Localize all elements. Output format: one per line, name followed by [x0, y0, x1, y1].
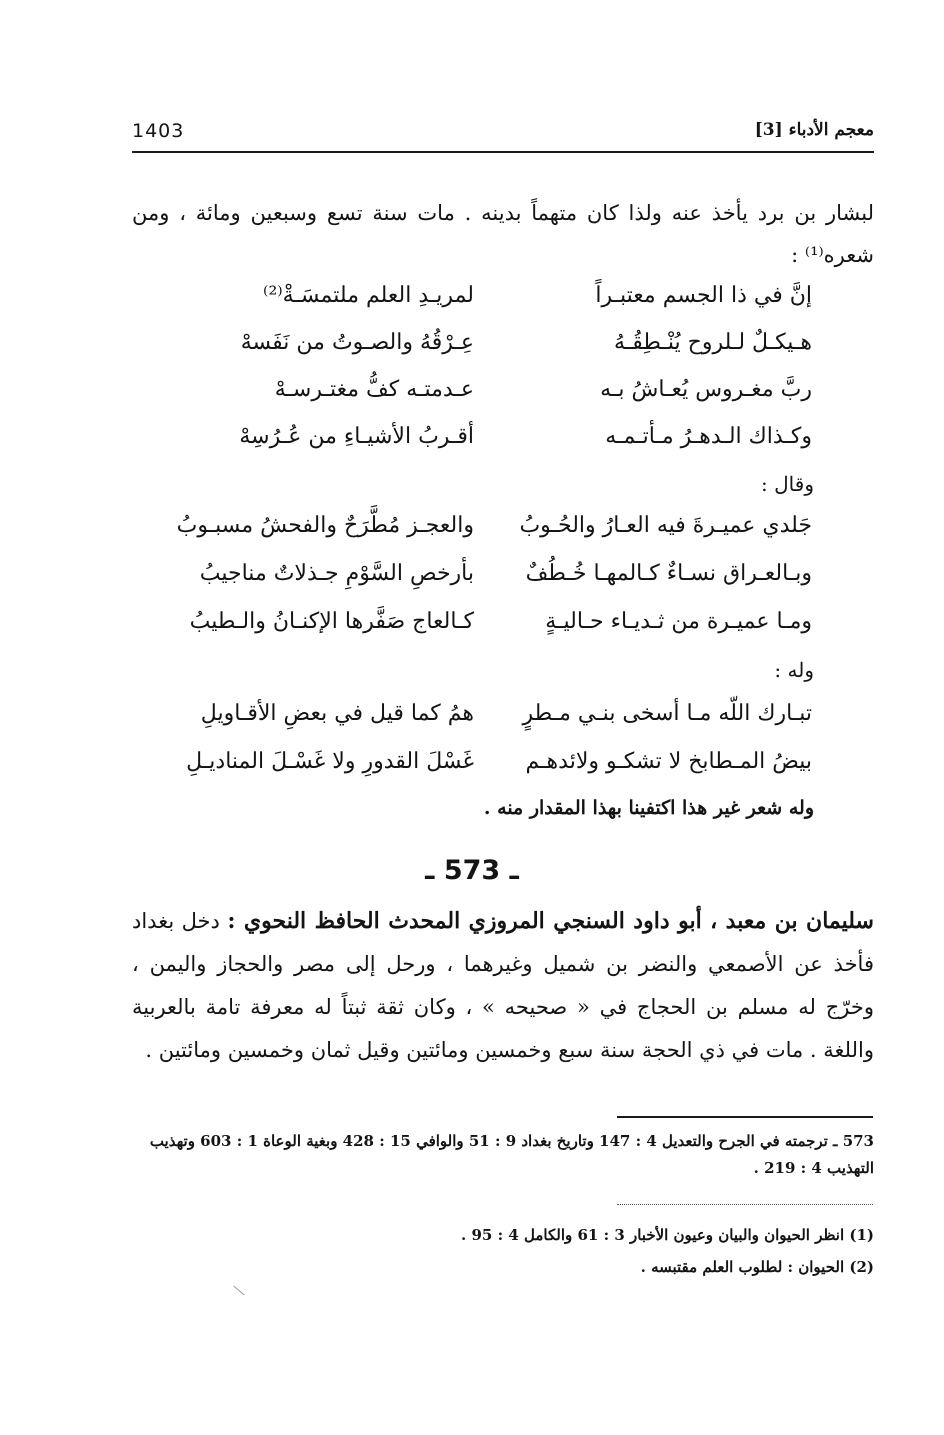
verse-first-hemistich: إنَّ في ذا الجسم معتبـراً	[595, 283, 812, 308]
verse-second-hemistich: عِـرْقُهُ والصـوتُ من نَفَسهْ	[240, 330, 474, 355]
verse-second-hemistich: أقـربُ الأشيـاءِ من عُـرُسِهْ	[239, 424, 474, 449]
verse-line	[132, 513, 874, 565]
footnote-rule	[617, 1116, 873, 1118]
verse-second-hemistich: غَسْلَ القدورِ ولا غَسْـلَ المناديـلِ	[186, 749, 474, 774]
verse-line	[132, 609, 874, 661]
header-rule	[132, 151, 874, 153]
verse-first-hemistich: وبـالعـراق نسـاءٌ كـالمهـا خُـطُفٌ	[525, 561, 812, 586]
verse-second-hemistich: عـدمتـه كفُّ مغتـرسـهْ	[274, 377, 474, 402]
entry-number: ـ 573 ـ	[425, 855, 519, 886]
verse-first-hemistich: وكـذاك الـدهـرُ مـأتـمـه	[605, 424, 812, 449]
intro-paragraph: لبشار بن برد يأخذ عنه ولذا كان متهماً بدينه . مات سنة تسع وسبعين ومائة ، ومن شعره⁽¹⁾ :	[132, 201, 874, 267]
verse-line	[132, 561, 874, 613]
entry-footnote: 573 ـ ترجمته في الجرح والتعديل 4 : 147 وتاريخ بغداد 9 : 51 والوافي 15 : 428 وبغية الوعاة 1 : 603 وتهذيب التهذيب 4 : 219 .	[149, 1132, 874, 1177]
verse-first-hemistich: تبـارك اللّه مـا أسخى بنـي مـطرٍ	[522, 701, 812, 726]
verse-first-hemistich: جَلدي عميـرةَ فيه العـارُ والحُـوبُ	[519, 513, 812, 538]
closing-line: وله شعر غير هذا اكتفينا بهذا المقدار منه .	[483, 797, 814, 819]
footnote-1: (1) انظر الحيوان والبيان وعيون الأخبار 3 : 61 والكامل 4 : 95 .	[461, 1226, 874, 1244]
verse-first-hemistich: هـيكـلٌ لـلروح يُنْـطِقُـهُ	[614, 330, 812, 355]
verse-line	[132, 749, 874, 801]
entry-paragraph	[132, 900, 874, 1072]
running-title: معجم الأدباء [3]	[754, 120, 874, 140]
verse-first-hemistich: ربَّ مغـروس يُعـاشُ بـه	[600, 377, 812, 402]
scan-speck	[233, 1286, 244, 1296]
verse-second-hemistich: كـالعاج صَفَّرها الإكنـانُ والـطيبُ	[189, 609, 474, 634]
verse-first-hemistich: ومـا عميـرة من ثـديـاء حـاليـةٍ	[545, 609, 812, 634]
verse-second-hemistich: بأرخصِ السَّوْمِ جـذلاتٌ مناجيبُ	[199, 561, 474, 586]
poem-intro-said: وقال :	[761, 472, 814, 496]
verse-second-hemistich: همُ كما قيل في بعضِ الأقـاويلِ	[200, 701, 474, 726]
verse-line	[132, 330, 874, 382]
footnote-2: (2) الحيوان : لطلوب العلم مقتبسه .	[640, 1258, 874, 1276]
verse-second-hemistich: لمريـدِ العلم ملتمسَـةْ⁽²⁾	[263, 283, 474, 308]
page-header	[132, 118, 874, 150]
footnote-dotted-rule	[617, 1204, 873, 1205]
entry-body: دخل بغداد فأخذ عن الأصمعي والنضر بن شميل وغيرهما ، ورحل إلى مصر والحجاز واليمن ، وخرّج له مسلم بن الحجاج في « صحيحه » ، وكان ثقة ثبتاً له معرفة تامة بالعربية واللغة . مات في ذي الحجة سنة سبع وخمسين ومائتين وقيل ثمان وخمسين ومائتين .	[132, 909, 874, 1062]
verse-line	[132, 701, 874, 753]
page-number: 1403	[132, 120, 185, 142]
verse-second-hemistich: والعجـز مُطَّرَحٌ والفحشُ مسبـوبُ	[176, 513, 474, 538]
verse-first-hemistich: بيضُ المـطابخ لا تشكـو ولائدهـم	[525, 749, 812, 774]
verse-line	[132, 424, 874, 476]
verse-line	[132, 377, 874, 429]
poem-intro-he-has: وله :	[774, 658, 814, 682]
verse-line	[132, 283, 874, 335]
entry-lead: سليمان بن معبد ، أبو داود السنجي المروزي المحدث الحافظ النحوي :	[227, 908, 874, 934]
